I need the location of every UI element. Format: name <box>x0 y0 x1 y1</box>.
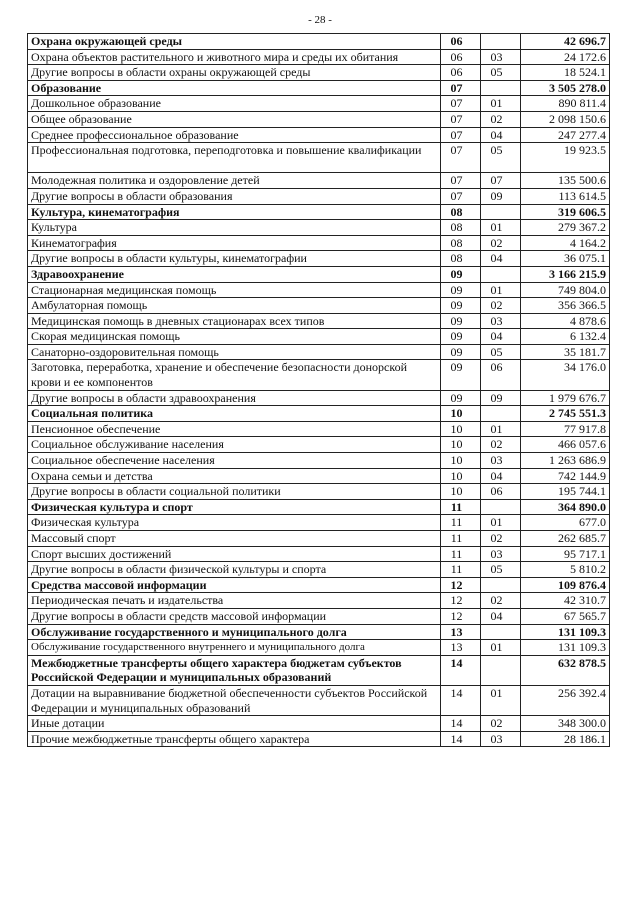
table-row <box>28 282 610 298</box>
table-row <box>28 731 610 747</box>
row-section-code: 08 <box>441 235 481 251</box>
row-name: Социальная политика <box>28 406 441 422</box>
row-section-code: 07 <box>441 127 481 143</box>
row-name: Охрана окружающей среды <box>28 34 441 50</box>
table-row <box>28 421 610 437</box>
row-subsection-code <box>481 499 521 515</box>
row-subsection-code: 02 <box>481 111 521 127</box>
row-amount: 466 057.6 <box>521 437 610 453</box>
row-name: Медицинская помощь в дневных стационарах всех типов <box>28 313 441 329</box>
row-amount: 5 810.2 <box>521 562 610 578</box>
row-name: Стационарная медицинская помощь <box>28 282 441 298</box>
row-name: Средства массовой информации <box>28 577 441 593</box>
row-section-code: 10 <box>441 468 481 484</box>
row-amount: 677.0 <box>521 515 610 531</box>
row-section-code: 11 <box>441 499 481 515</box>
table-section-row <box>28 624 610 640</box>
table-row <box>28 143 610 173</box>
table-row <box>28 562 610 578</box>
row-subsection-code: 02 <box>481 593 521 609</box>
table-row <box>28 515 610 531</box>
row-amount: 364 890.0 <box>521 499 610 515</box>
row-amount: 279 367.2 <box>521 220 610 236</box>
row-name: Среднее профессиональное образование <box>28 127 441 143</box>
row-subsection-code: 01 <box>481 96 521 112</box>
row-amount: 135 500.6 <box>521 173 610 189</box>
row-subsection-code: 01 <box>481 220 521 236</box>
row-name: Периодическая печать и издательства <box>28 593 441 609</box>
row-name: Другие вопросы в области социальной политики <box>28 484 441 500</box>
row-amount: 195 744.1 <box>521 484 610 500</box>
row-amount: 24 172.6 <box>521 49 610 65</box>
row-name: Иные дотации <box>28 716 441 732</box>
row-name: Пенсионное обеспечение <box>28 421 441 437</box>
row-name: Другие вопросы в области средств массовой информации <box>28 608 441 624</box>
row-subsection-code <box>481 577 521 593</box>
row-name: Амбулаторная помощь <box>28 298 441 314</box>
row-section-code: 11 <box>441 562 481 578</box>
row-name: Физическая культура и спорт <box>28 499 441 515</box>
row-amount: 36 075.1 <box>521 251 610 267</box>
row-amount: 77 917.8 <box>521 421 610 437</box>
row-name: Культура <box>28 220 441 236</box>
table-row <box>28 127 610 143</box>
row-name: Межбюджетные трансферты общего характера бюджетам субъектов Российской Федерации и муниципальных образований <box>28 655 441 685</box>
row-amount: 632 878.5 <box>521 655 610 685</box>
table-section-row <box>28 266 610 282</box>
row-subsection-code: 01 <box>481 685 521 715</box>
row-subsection-code: 06 <box>481 360 521 390</box>
row-subsection-code <box>481 624 521 640</box>
row-section-code: 14 <box>441 731 481 747</box>
row-section-code: 08 <box>441 251 481 267</box>
row-subsection-code: 07 <box>481 173 521 189</box>
row-name: Образование <box>28 80 441 96</box>
row-subsection-code: 01 <box>481 640 521 656</box>
row-amount: 6 132.4 <box>521 329 610 345</box>
row-amount: 256 392.4 <box>521 685 610 715</box>
row-subsection-code <box>481 266 521 282</box>
row-amount: 42 310.7 <box>521 593 610 609</box>
budget-table-body <box>28 34 610 747</box>
row-subsection-code <box>481 406 521 422</box>
table-row <box>28 96 610 112</box>
row-subsection-code <box>481 34 521 50</box>
budget-table <box>27 33 610 747</box>
row-subsection-code: 03 <box>481 731 521 747</box>
row-name: Профессиональная подготовка, переподготовка и повышение квалификации <box>28 143 441 173</box>
row-name: Другие вопросы в области культуры, кинематографии <box>28 251 441 267</box>
table-section-row <box>28 655 610 685</box>
row-subsection-code: 04 <box>481 251 521 267</box>
row-name: Санаторно-оздоровительная помощь <box>28 344 441 360</box>
row-amount: 356 366.5 <box>521 298 610 314</box>
row-amount: 749 804.0 <box>521 282 610 298</box>
page-number: - 28 - <box>308 14 332 26</box>
table-row <box>28 484 610 500</box>
row-subsection-code: 09 <box>481 390 521 406</box>
table-row <box>28 220 610 236</box>
row-name: Здравоохранение <box>28 266 441 282</box>
row-subsection-code: 05 <box>481 143 521 173</box>
row-amount: 2 098 150.6 <box>521 111 610 127</box>
row-amount: 95 717.1 <box>521 546 610 562</box>
row-name: Скорая медицинская помощь <box>28 329 441 345</box>
row-section-code: 10 <box>441 484 481 500</box>
row-amount: 42 696.7 <box>521 34 610 50</box>
row-section-code: 08 <box>441 220 481 236</box>
table-row <box>28 593 610 609</box>
table-row <box>28 111 610 127</box>
row-subsection-code: 03 <box>481 313 521 329</box>
row-section-code: 09 <box>441 313 481 329</box>
row-amount: 319 606.5 <box>521 204 610 220</box>
table-row <box>28 453 610 469</box>
row-name: Обслуживание государственного внутреннего и муниципального долга <box>28 640 441 656</box>
row-section-code: 13 <box>441 624 481 640</box>
row-amount: 113 614.5 <box>521 188 610 204</box>
row-name: Социальное обеспечение населения <box>28 453 441 469</box>
row-amount: 3 166 215.9 <box>521 266 610 282</box>
row-amount: 34 176.0 <box>521 360 610 390</box>
table-row <box>28 716 610 732</box>
row-section-code: 12 <box>441 577 481 593</box>
row-section-code: 10 <box>441 437 481 453</box>
row-subsection-code: 04 <box>481 329 521 345</box>
row-name: Дотации на выравнивание бюджетной обеспеченности субъектов Российской Федерации и муниципальных образований <box>28 685 441 715</box>
row-subsection-code: 06 <box>481 484 521 500</box>
table-row <box>28 188 610 204</box>
row-amount: 4 878.6 <box>521 313 610 329</box>
row-amount: 262 685.7 <box>521 531 610 547</box>
table-row <box>28 531 610 547</box>
table-row <box>28 298 610 314</box>
table-section-row <box>28 577 610 593</box>
table-row <box>28 608 610 624</box>
row-subsection-code: 01 <box>481 421 521 437</box>
row-section-code: 09 <box>441 344 481 360</box>
row-amount: 890 811.4 <box>521 96 610 112</box>
row-section-code: 08 <box>441 204 481 220</box>
row-subsection-code: 01 <box>481 515 521 531</box>
row-subsection-code: 02 <box>481 235 521 251</box>
row-name: Заготовка, переработка, хранение и обеспечение безопасности донорской крови и ее компонентов <box>28 360 441 390</box>
row-section-code: 07 <box>441 188 481 204</box>
row-amount: 742 144.9 <box>521 468 610 484</box>
row-name: Физическая культура <box>28 515 441 531</box>
row-subsection-code: 02 <box>481 531 521 547</box>
table-row <box>28 546 610 562</box>
row-subsection-code: 03 <box>481 453 521 469</box>
row-section-code: 10 <box>441 453 481 469</box>
row-section-code: 07 <box>441 173 481 189</box>
row-subsection-code: 03 <box>481 49 521 65</box>
row-name: Охрана семьи и детства <box>28 468 441 484</box>
table-row <box>28 65 610 81</box>
row-name: Охрана объектов растительного и животного мира и среды их обитания <box>28 49 441 65</box>
row-subsection-code: 02 <box>481 298 521 314</box>
row-section-code: 13 <box>441 640 481 656</box>
table-row <box>28 390 610 406</box>
row-subsection-code: 04 <box>481 468 521 484</box>
row-subsection-code: 09 <box>481 188 521 204</box>
row-section-code: 07 <box>441 80 481 96</box>
row-section-code: 06 <box>441 49 481 65</box>
row-name: Кинематография <box>28 235 441 251</box>
row-section-code: 09 <box>441 390 481 406</box>
row-amount: 19 923.5 <box>521 143 610 173</box>
table-row <box>28 344 610 360</box>
row-subsection-code <box>481 80 521 96</box>
row-subsection-code <box>481 204 521 220</box>
row-amount: 109 876.4 <box>521 577 610 593</box>
row-amount: 131 109.3 <box>521 624 610 640</box>
row-section-code: 09 <box>441 266 481 282</box>
row-subsection-code: 03 <box>481 546 521 562</box>
row-subsection-code: 04 <box>481 608 521 624</box>
row-section-code: 10 <box>441 406 481 422</box>
row-amount: 2 745 551.3 <box>521 406 610 422</box>
table-row <box>28 468 610 484</box>
row-amount: 67 565.7 <box>521 608 610 624</box>
row-section-code: 12 <box>441 608 481 624</box>
row-section-code: 11 <box>441 531 481 547</box>
row-name: Массовый спорт <box>28 531 441 547</box>
table-section-row <box>28 406 610 422</box>
row-name: Другие вопросы в области охраны окружающей среды <box>28 65 441 81</box>
row-amount: 18 524.1 <box>521 65 610 81</box>
table-row <box>28 173 610 189</box>
row-name: Общее образование <box>28 111 441 127</box>
row-name: Молодежная политика и оздоровление детей <box>28 173 441 189</box>
table-section-row <box>28 204 610 220</box>
row-section-code: 07 <box>441 143 481 173</box>
row-name: Другие вопросы в области здравоохранения <box>28 390 441 406</box>
row-name: Другие вопросы в области образования <box>28 188 441 204</box>
row-section-code: 14 <box>441 655 481 685</box>
table-section-row <box>28 80 610 96</box>
row-name: Дошкольное образование <box>28 96 441 112</box>
row-amount: 28 186.1 <box>521 731 610 747</box>
row-name: Прочие межбюджетные трансферты общего характера <box>28 731 441 747</box>
table-row <box>28 329 610 345</box>
row-amount: 3 505 278.0 <box>521 80 610 96</box>
row-amount: 1 263 686.9 <box>521 453 610 469</box>
table-section-row <box>28 34 610 50</box>
table-row <box>28 235 610 251</box>
row-amount: 131 109.3 <box>521 640 610 656</box>
table-row <box>28 685 610 715</box>
row-section-code: 10 <box>441 421 481 437</box>
row-section-code: 09 <box>441 282 481 298</box>
row-subsection-code: 02 <box>481 437 521 453</box>
row-amount: 4 164.2 <box>521 235 610 251</box>
row-section-code: 07 <box>441 111 481 127</box>
row-section-code: 11 <box>441 515 481 531</box>
table-section-row <box>28 499 610 515</box>
table-row <box>28 640 610 656</box>
table-row <box>28 360 610 390</box>
row-section-code: 06 <box>441 34 481 50</box>
row-section-code: 09 <box>441 329 481 345</box>
row-subsection-code: 05 <box>481 562 521 578</box>
row-subsection-code: 05 <box>481 65 521 81</box>
table-row <box>28 49 610 65</box>
row-section-code: 14 <box>441 685 481 715</box>
row-subsection-code: 01 <box>481 282 521 298</box>
row-subsection-code: 02 <box>481 716 521 732</box>
row-section-code: 11 <box>441 546 481 562</box>
row-section-code: 09 <box>441 360 481 390</box>
table-row <box>28 251 610 267</box>
row-subsection-code: 04 <box>481 127 521 143</box>
row-amount: 348 300.0 <box>521 716 610 732</box>
row-section-code: 09 <box>441 298 481 314</box>
table-row <box>28 437 610 453</box>
row-section-code: 06 <box>441 65 481 81</box>
row-amount: 247 277.4 <box>521 127 610 143</box>
table-row <box>28 313 610 329</box>
row-section-code: 14 <box>441 716 481 732</box>
row-name: Социальное обслуживание населения <box>28 437 441 453</box>
row-section-code: 07 <box>441 96 481 112</box>
row-name: Культура, кинематография <box>28 204 441 220</box>
row-amount: 35 181.7 <box>521 344 610 360</box>
row-subsection-code: 05 <box>481 344 521 360</box>
row-name: Обслуживание государственного и муниципального долга <box>28 624 441 640</box>
row-section-code: 12 <box>441 593 481 609</box>
row-amount: 1 979 676.7 <box>521 390 610 406</box>
row-name: Спорт высших достижений <box>28 546 441 562</box>
row-name: Другие вопросы в области физической культуры и спорта <box>28 562 441 578</box>
row-subsection-code <box>481 655 521 685</box>
